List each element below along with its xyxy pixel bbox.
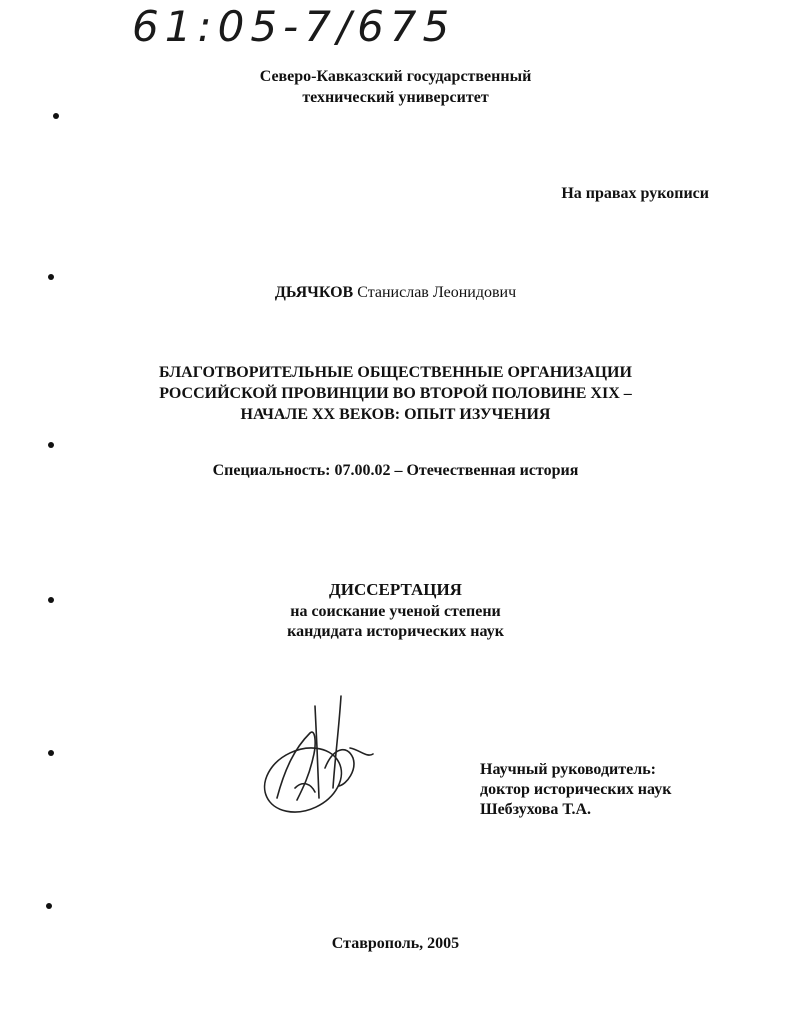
dissertation-title: [0, 362, 791, 425]
title-line-3: НАЧАЛЕ XX ВЕКОВ: ОПЫТ ИЗУЧЕНИЯ: [240, 406, 551, 423]
archive-number: 61:05-7/675: [132, 2, 456, 51]
author-surname: ДЬЯЧКОВ: [274, 284, 354, 301]
supervisor-title: доктор исторических наук: [480, 781, 672, 798]
institution-line-1: Северо-Кавказский государственный: [259, 68, 532, 85]
binding-hole-mark: [53, 113, 59, 119]
binding-hole-mark: [48, 750, 54, 756]
rights-note: На правах рукописи: [561, 185, 709, 202]
binding-hole-mark: [46, 903, 52, 909]
degree-info: [0, 602, 791, 642]
supervisor-block: [480, 760, 671, 820]
title-line-2: РОССИЙСКОЙ ПРОВИНЦИИ ВО ВТОРОЙ ПОЛОВИНЕ XIX –: [159, 385, 632, 402]
binding-hole-mark: [48, 442, 54, 448]
signature-image: [255, 688, 385, 828]
institution-name: [0, 66, 791, 108]
institution-line-2: технический университет: [302, 89, 489, 106]
supervisor-name: Шебзухова Т.А.: [480, 801, 592, 818]
work-type: ДИССЕРТАЦИЯ: [329, 580, 462, 599]
degree-line-1: на соискание ученой степени: [290, 603, 501, 620]
author-given-names: Станислав Леонидович: [357, 284, 517, 301]
degree-line-2: кандидата исторических наук: [287, 623, 504, 640]
author-name: [0, 284, 791, 302]
binding-hole-mark: [48, 597, 54, 603]
city-year: Ставрополь, 2005: [331, 935, 460, 952]
specialty: Специальность: 07.00.02 – Отечественная история: [212, 462, 579, 479]
binding-hole-mark: [48, 274, 54, 280]
supervisor-label: Научный руководитель:: [480, 761, 656, 778]
title-line-1: БЛАГОТВОРИТЕЛЬНЫЕ ОБЩЕСТВЕННЫЕ ОРГАНИЗАЦИИ: [159, 364, 632, 381]
